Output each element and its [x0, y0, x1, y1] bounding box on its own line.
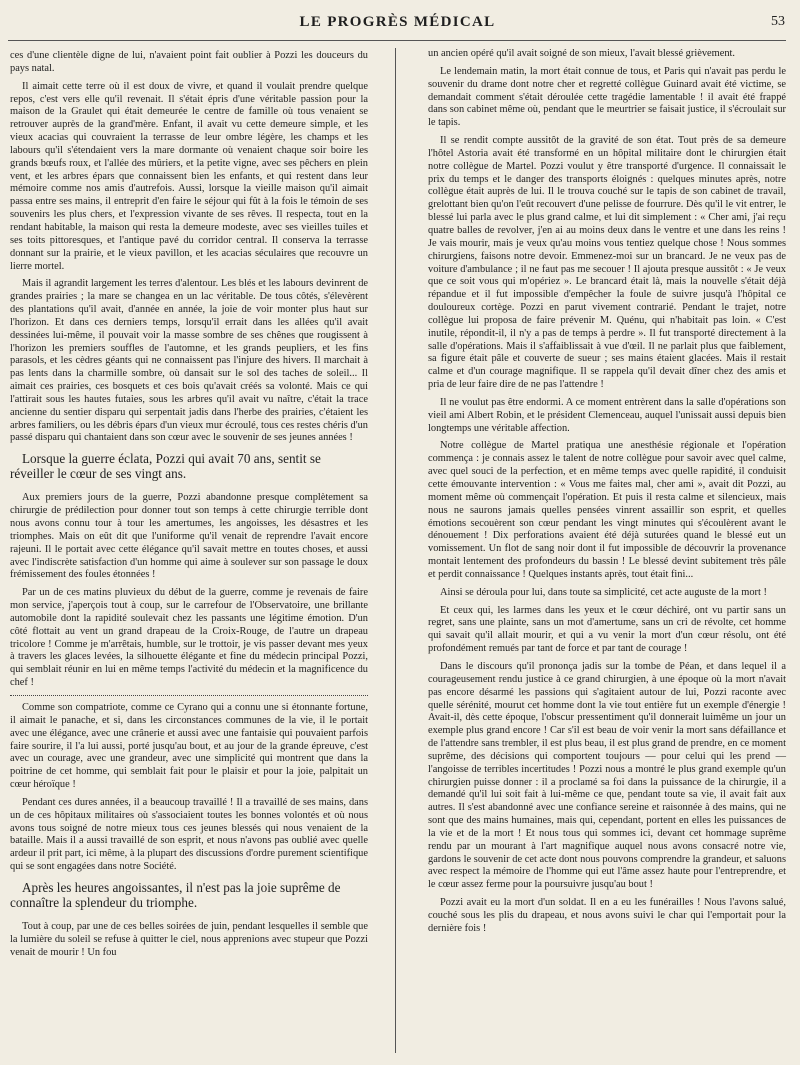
paragraph: Il aimait cette terre où il est doux de vivre, et quand il voulait prendre quelque repos, c'est vers elle qu'il revenait. Il s'était épris d'une véritable passion pour la maison de la Graulet qui était demeurée le centre de famille où tous venaient se retrouver auprès de la grand'mère. Enfant, il avait vu cette demeure simple, et les vieux acacias qui couvraient la terrasse de leur ombre légère, les champs et les labours qu'il s'étendaient vers la mare dormante où venaient chaque soir boire les grands bœufs roux, et l'allée des mûriers, et la petite vigne, avec ses pêchers en plein vent, et les arbres épars que connaissent bien les enfants, et qui restent dans leur mémoire comme nos amis d'autrefois. Aussi, lorsque la vieille maison qu'il aimait passa entre ses mains, il entreprit d'en faire le séjour qui fût à la fois le témoin de ses souvenirs les plus chers, et l'expression vivante de ses rêves. Il respecta, tout en la rendant habitable, la maison qui resta la demeure modeste, avec ses vieilles tuiles et ses toits pittoresques, et l'antique pavé du corridor central. Il conserva la terrasse donnant sur la prairie, et le vieux pavillon, et les acacias séculaires que recouvre un lierre mortel.: [10, 80, 368, 272]
dotted-separator: [10, 695, 368, 696]
section-subheading: Après les heures angoissantes, il n'est pas la joie suprême de connaître la splendeur du triomphe.: [10, 879, 341, 910]
paragraph: Le lendemain matin, la mort était connue de tous, et Paris qui n'avait pas perdu le souvenir du drame dont notre cher et regretté collègue Guinard avait été victime, se demandait comment s'était déroulée cette tragédie lamentable ! il avait été frappé dans son cabinet même où, pendant que le meurtrier se faisait justice, il s'écroulait sur le tapis.: [428, 65, 786, 129]
header-rule: [8, 40, 786, 41]
paragraph: Ainsi se déroula pour lui, dans toute sa simplicité, cet acte auguste de la mort !: [440, 586, 767, 598]
paragraph: Notre collègue de Martel pratiqua une anesthésie régionale et l'opération commença : je connais assez le talent de notre collègue pour savoir avec quel calme, avec quel souci de la perfection, et en même temps avec quelle rapidité, il conduisit cette émouvante intervention : « Vous me faites mal, cher ami », avait dit Pozzi, au moment même où commençait l'opération. Et puis il resta calme et silencieux, mais nous ne saurons jamais quelles pensées vinrent assaillir son esprit, et quelles émotions secouèrent son cœur pendant les vingt minutes qui s'écoulèrent avant le dénouement ! Dix perforations avaient été déjà suturées quand le blessé eut un vomissement. Un flot de sang noir dont il fut impossible de découvrir la provenance montait lentement des profondeurs du bassin ! Le blessé devint subitement très pâle et perdit connaissance ! Quelques instants après, tout était fini...: [428, 440, 786, 580]
paragraph: Dans le discours qu'il prononça jadis sur la tombe de Péan, et dans lequel il a courageusement rendu justice à ce grand chirurgien, à une époque où la mort n'avait pas encore désarmé les passions qui s'agitaient autour de lui, Pozzi raconte avec quelle sérénité, mourut cet homme dont la vie tout entière fut un exemple d'énergie ! Avait-il, dès cette époque, l'obscur pressentiment qu'il donnerait luimême un jour un exemple plus grand encore ! Car s'il est beau de voir venir la mort sans défaillance et de l'attendre sans trembler, il est plus beau, il est plus grand de prendre, en ce moment suprême, des décisions qui comportent toujours — pour celui qui les prend — l'angoisse de terribles incertitudes ! Pozzi nous a montré le plus grand exemple qu'un chirurgien puisse donner : il a proclamé sa foi dans la puissance de la chirurgie, il a demandé qu'il lui soit fait à lui-même ce que, pendant toute sa vie, il avait fait aux autres. Il s'est abandonné avec une confiance sereine et raisonnée à des mains, qui ne sont que des mains humaines, mais qui, cependant, portent en elles les puissances de la vie et de la mort ! Et nous tous qui sommes ici, devant cet hommage suprême rendu par un mourant à l'art magnifique auquel nous avons consacré notre vie, gardons le souvenir de cet acte dont nous pouvons comprendre la grandeur, et saluons avec respect la mémoire de l'homme qui eut l'âme assez haute pour l'entreprendre, et le cœur assez ferme pour la poursuivre jusqu'au bout !: [428, 660, 786, 891]
paragraph: Il se rendit compte aussitôt de la gravité de son état. Tout près de sa demeure l'hôtel Astoria avait été transformé en un hôpital militaire dont le chirurgien était notre collègue de Martel. Pozzi voulut y être transporté d'urgence. Il connaissait le prix du temps et le danger des transports éloignés : quelques minutes après, notre collègue était auprès de lui. Il le trouva couché sur le tapis de son cabinet de travail, grelottant bien qu'on l'eût recouvert d'une pelisse de fourrure. Dès qu'il le vit entrer, le blessé lui parla avec le plus grand calme, et lui dit simplement : « Cher ami, j'ai reçu quatre balles de revolver, j'en ai au moins deux dans le ventre et une dans les reins ! Je vais mourir, mais je veux qu'au moins vous tentiez quelque chose ! Nous sommes chirurgiens, faisons notre devoir. Emmenez-moi sur un brancard. Je ne veux pas de voiture d'ambulance ; il ne faut pas me secouer ! Il ajouta presque aussitôt : « Je veux que ce soit vous qui m'opériez ». Le brancard était là, mais la nouvelle s'était déjà répandue et il fut impossible d'empêcher la foule de suivre jusqu'à l'hôpital ce douloureux cortège. Pozzi en parut vivement contrarié. Pendant le trajet, notre collègue lui proposa de faire prévenir M. Quénu, qui n'habitait pas loin. « C'est inutile, répondit-il, il n'y a pas de temps à perdre ». Il fut transporté directement à la salle d'opérations. Mais il s'affaiblissait à vue d'œil. Il ne parlait plus que faiblement, sa figure était pâle et couverte de sueur ; ses mains étaient glacées. Mais il restait calme et d'un courage magnifique. Il se rappela qu'il devait dîner chez des amis et pria de leur faire dire de ne pas l'attendre !: [428, 135, 786, 391]
column-divider: [395, 48, 396, 1053]
paragraph: Il ne voulut pas être endormi. A ce moment entrèrent dans la salle d'opérations son vieil ami Albert Robin, et le président Clemenceau, auquel l'unissait aussi depuis bien longtemps une véritable affection.: [428, 396, 786, 434]
journal-title: LE PROGRÈS MÉDICAL: [299, 14, 496, 30]
paragraph: Aux premiers jours de la guerre, Pozzi abandonne presque complètement sa chirurgie de prédilection pour donner tout son temps à cette chirurgie terrible dont nous avons connu tour à tour les amertumes, les angoisses, les désastres et les triomphes. Mais on eût dit que l'uniforme qu'il venait de reprendre l'avait encore rajeuni. Il le portait avec cette élégance qu'il savait mettre en toutes choses, et aussi avec l'indiscrète satisfaction d'un homme qui aime à soulever sur son passage le doux frémissement des foules étonnées !: [10, 492, 368, 581]
paragraph: Pendant ces dures années, il a beaucoup travaillé ! Il a travaillé de ses mains, dans un de ces hôpitaux militaires où s'associaient toutes les bonnes volontés et où nous avons tous soigné de notre mieux tous ces jeunes blessés qui nous venaient de la bataille. Mais il a aussi travaillé de son esprit, et nous n'avons pas oublié avec quelle ardeur il prit part, ici même, à la plupart des discussions d'ordre purement scientifique qui se sont engagées dans notre Société.: [10, 796, 368, 873]
paragraph: Pozzi avait eu la mort d'un soldat. Il en a eu les funérailles ! Nous l'avons salué, couché sous les plis du drapeau, et nous avons suivi le char qui l'emportait pour la dernière fois !: [428, 897, 786, 934]
paragraph: un ancien opéré qu'il avait soigné de son mieux, l'avait blessé grièvement.: [428, 48, 736, 59]
paragraph: Par un de ces matins pluvieux du début de la guerre, comme je revenais de faire mon service, j'aperçois tout à coup, sur le carrefour de l'Observatoire, une brillante automobile dont la rapidité soulevait chez les passants une légitime émotion. D'un côté flottait au vent un grand drapeau de la Croix-Rouge, de l'autre un drapeau tricolore ! Comme je m'arrêtais, humble, sur le trottoir, je vis passer devant mes yeux à travers les glaces levées, la silhouette élégante et fine du médecin principal Pozzi, qui semblait réunir en lui en même temps l'activité du médecin et la magnificence du chef !: [10, 587, 368, 689]
paragraph: Mais il agrandit largement les terres d'alentour. Les blés et les labours devinrent de grandes prairies ; la mare se changea en un lac véritable. De tous côtés, s'élevèrent des plantations qu'il avait, d'année en année, la joie de voir monter plus haut sur l'horizon. Et dans ces derniers temps, lorsqu'il errait dans les allées qu'il avait dessinées lui-même, il pouvait voir la masse sombre de ses chênes que rougissent à l'horizon les premiers souffles de l'automne, et les grands peupliers, et les fins parasols, et les cèdres géants qui ne connaissent pas l'injure des hivers. Il marchait à pas lents dans la charmille sombre, où dansait sur le sol des taches de soleil... Il aimait ces prairies, ces bosquets et ces bois qu'avait créés sa volonté. Mais ce qui l'attirait sous les hautes futaies, sous les arbres qu'il avait vu naître, c'était la trace ancienne du sentier disparu qui serpentait jadis dans l'herbe des prairies, c'étaient les arbres familiers, ou les débris épars d'un vieux mur écroulé, tous ces restes chéris d'un passé disparu qui chantaient dans son cœur avec le souvenir de ses jeunes années !: [10, 278, 368, 444]
paragraph: Tout à coup, par une de ces belles soirées de juin, pendant lesquelles il semble que la lumière du soleil se refuse à quitter le ciel, nous apprenions avec stupeur que Pozzi venait de mourir ! Un fou: [10, 920, 368, 958]
paragraph: Et ceux qui, les larmes dans les yeux et le cœur déchiré, ont vu partir sans un regret, sans une plainte, sans un mot d'amertume, sans un cri de révolte, cet homme qui savait qu'il allait mourir, et qui a vu venir la mort d'un cœur résolu, ont été profondément remués par tant de force et par tant de courage !: [428, 604, 786, 655]
page-header: [10, 14, 785, 36]
right-column: [428, 48, 786, 941]
paragraph: ces d'une clientèle digne de lui, n'avaient point fait oublier à Pozzi les douceurs du pays natal.: [10, 50, 368, 74]
page-number: 53: [771, 14, 785, 29]
left-column: [10, 50, 368, 964]
section-subheading: Lorsque la guerre éclata, Pozzi qui avait 70 ans, sentit se réveiller le cœur de ses vingt ans.: [10, 451, 321, 482]
paragraph: Comme son compatriote, comme ce Cyrano qui a connu une si étonnante fortune, il aimait le panache, et si, dans les circonstances communes de la vie, il le portait avec une élégance, avec une crânerie et aussi avec une fantaisie qui pouvaient parfois faire sourire, il l'a lui aussi, porté jusqu'au bout, et au jour de la grande épreuve, c'est avec un courage, avec une grandeur, avec une simplicité qui montrent que dans la poitrine de cet homme, qui semblait fait pour le plaisir et pour la joie, palpitait un cœur héroïque !: [10, 701, 368, 791]
